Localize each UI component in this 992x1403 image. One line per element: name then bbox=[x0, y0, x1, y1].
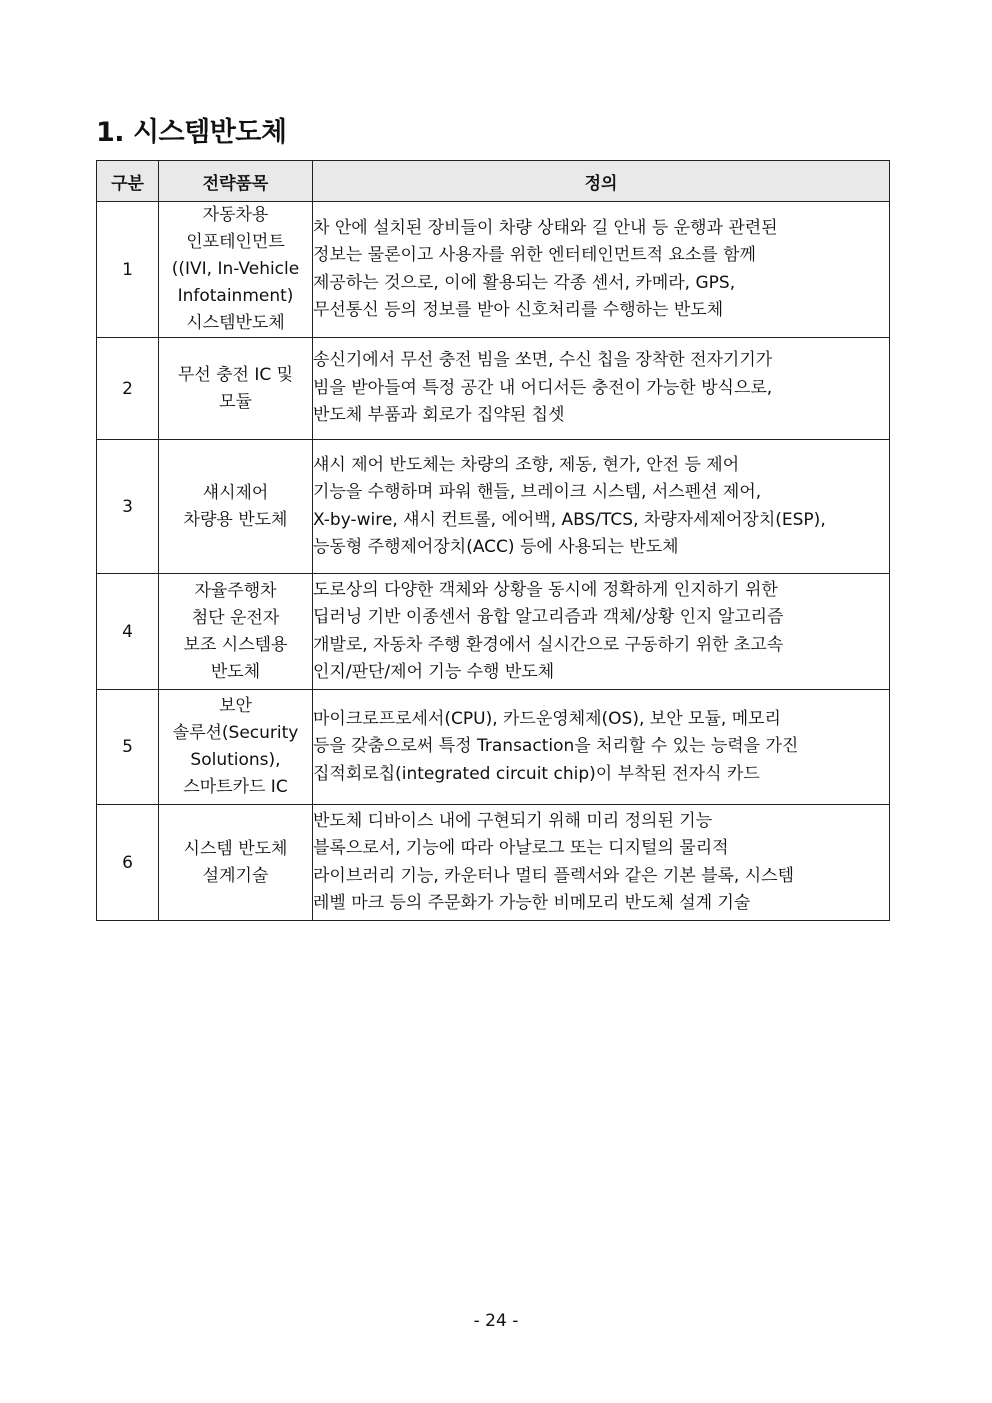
definition-line: 기능을 수행하며 파워 핸들, 브레이크 시스템, 서스펜션 제어, bbox=[313, 482, 762, 502]
definition-line: 블록으로서, 기능에 따라 아날로그 또는 디지털의 물리적 bbox=[313, 838, 729, 858]
definition-cell bbox=[313, 440, 890, 574]
row-number: 5 bbox=[97, 690, 159, 805]
item-line: 모듈 bbox=[219, 391, 252, 412]
item-line: Infotainment) bbox=[177, 286, 294, 306]
item-line: Solutions), bbox=[190, 750, 281, 770]
table-row bbox=[97, 690, 890, 805]
definition-line: 빔을 받아들여 특정 공간 내 어디서든 충전이 가능한 방식으로, bbox=[313, 377, 773, 398]
definition-line: 능동형 주행제어장치(ACC) 등에 사용되는 반도체 bbox=[313, 537, 679, 557]
item-line: 보조 시스템용 bbox=[183, 634, 288, 655]
item-line: 인포테인먼트 bbox=[186, 232, 285, 252]
item-line: 보안 bbox=[219, 696, 252, 716]
item-line: 무선 충전 IC 및 bbox=[177, 364, 294, 385]
item-line: 반도체 bbox=[210, 661, 261, 682]
item-line: 스마트카드 IC bbox=[183, 777, 288, 797]
header-definition: 정의 bbox=[313, 161, 890, 202]
definition-cell bbox=[313, 202, 890, 338]
definition-line: 반도체 디바이스 내에 구현되기 위해 미리 정의된 기능 bbox=[313, 810, 713, 831]
definition-line: 인지/판단/제어 기능 수행 반도체 bbox=[313, 662, 555, 682]
item-line: 시스템 반도체 bbox=[183, 838, 288, 859]
table-header-row bbox=[97, 161, 890, 202]
table-row bbox=[97, 574, 890, 690]
table-row bbox=[97, 805, 890, 921]
definition-line: 라이브러리 기능, 카운터나 멀티 플렉서와 같은 기본 블록, 시스템 bbox=[313, 865, 795, 886]
row-number: 4 bbox=[97, 574, 159, 690]
page-number: - 24 - bbox=[473, 1311, 519, 1331]
table-row bbox=[97, 338, 890, 440]
definition-table bbox=[96, 160, 890, 921]
definition-line: 제공하는 것으로, 이에 활용되는 각종 센서, 카메라, GPS, bbox=[313, 272, 736, 293]
definition-line: 차 안에 설치된 장비들이 차량 상태와 길 안내 등 운행과 관련된 bbox=[313, 217, 778, 238]
definition-cell bbox=[313, 338, 890, 440]
table-row bbox=[97, 440, 890, 574]
item-line: 자동차용 bbox=[202, 205, 269, 225]
header-category: 구분 bbox=[97, 161, 159, 202]
definition-cell bbox=[313, 574, 890, 690]
definition-line: 등을 갖춤으로써 특정 Transaction을 처리할 수 있는 능력을 가진 bbox=[313, 736, 799, 757]
row-number: 1 bbox=[97, 202, 159, 338]
definition-line: 집적회로칩(integrated circuit chip)이 부착된 전자식 카드 bbox=[313, 763, 760, 784]
row-number: 2 bbox=[97, 338, 159, 440]
definition-line: 무선통신 등의 정보를 받아 신호처리를 수행하는 반도체 bbox=[313, 300, 724, 320]
definition-line: 개발로, 자동차 주행 환경에서 실시간으로 구동하기 위한 초고속 bbox=[313, 634, 784, 655]
definition-line: 정보는 물론이고 사용자를 위한 엔터테인먼트적 요소를 함께 bbox=[313, 245, 756, 265]
item-line: 첨단 운전자 bbox=[191, 607, 280, 628]
definition-line: 송신기에서 무선 충전 빔을 쏘면, 수신 칩을 장착한 전자기기가 bbox=[313, 350, 773, 371]
definition-line: X-by-wire, 섀시 컨트롤, 에어백, ABS/TCS, 차량자세제어장치(ESP), bbox=[313, 509, 826, 530]
definition-cell bbox=[313, 690, 890, 805]
strategic-item bbox=[159, 574, 313, 690]
item-line: 차량용 반도체 bbox=[183, 509, 288, 530]
header-strategic-item: 전략품목 bbox=[159, 161, 313, 202]
strategic-item bbox=[159, 440, 313, 574]
definition-line: 도로상의 다양한 객체와 상황을 동시에 정확하게 인지하기 위한 bbox=[313, 579, 778, 600]
item-line: ((IVI, In-Vehicle bbox=[171, 259, 300, 279]
table-row bbox=[97, 202, 890, 338]
strategic-item bbox=[159, 690, 313, 805]
item-line: 솔루션(Security bbox=[172, 723, 299, 743]
strategic-item bbox=[159, 805, 313, 921]
definition-line: 마이크로프로세서(CPU), 카드운영체제(OS), 보안 모듈, 메모리 bbox=[313, 708, 781, 729]
item-line: 섀시제어 bbox=[202, 482, 269, 503]
definition-line: 반도체 부품과 회로가 집약된 칩셋 bbox=[313, 405, 565, 426]
item-line: 시스템반도체 bbox=[186, 313, 285, 333]
definition-line: 레벨 마크 등의 주문화가 가능한 비메모리 반도체 설계 기술 bbox=[313, 893, 751, 913]
definition-line: 섀시 제어 반도체는 차량의 조향, 제동, 현가, 안전 등 제어 bbox=[313, 454, 740, 475]
item-line: 설계기술 bbox=[202, 865, 269, 886]
section-title: 1. 시스템반도체 bbox=[96, 117, 287, 148]
strategic-item bbox=[159, 202, 313, 338]
item-line: 자율주행차 bbox=[194, 580, 277, 601]
row-number: 3 bbox=[97, 440, 159, 574]
strategic-item bbox=[159, 338, 313, 440]
definition-line: 딥러닝 기반 이종센서 융합 알고리즘과 객체/상황 인지 알고리즘 bbox=[313, 607, 784, 627]
row-number: 6 bbox=[97, 805, 159, 921]
definition-cell bbox=[313, 805, 890, 921]
